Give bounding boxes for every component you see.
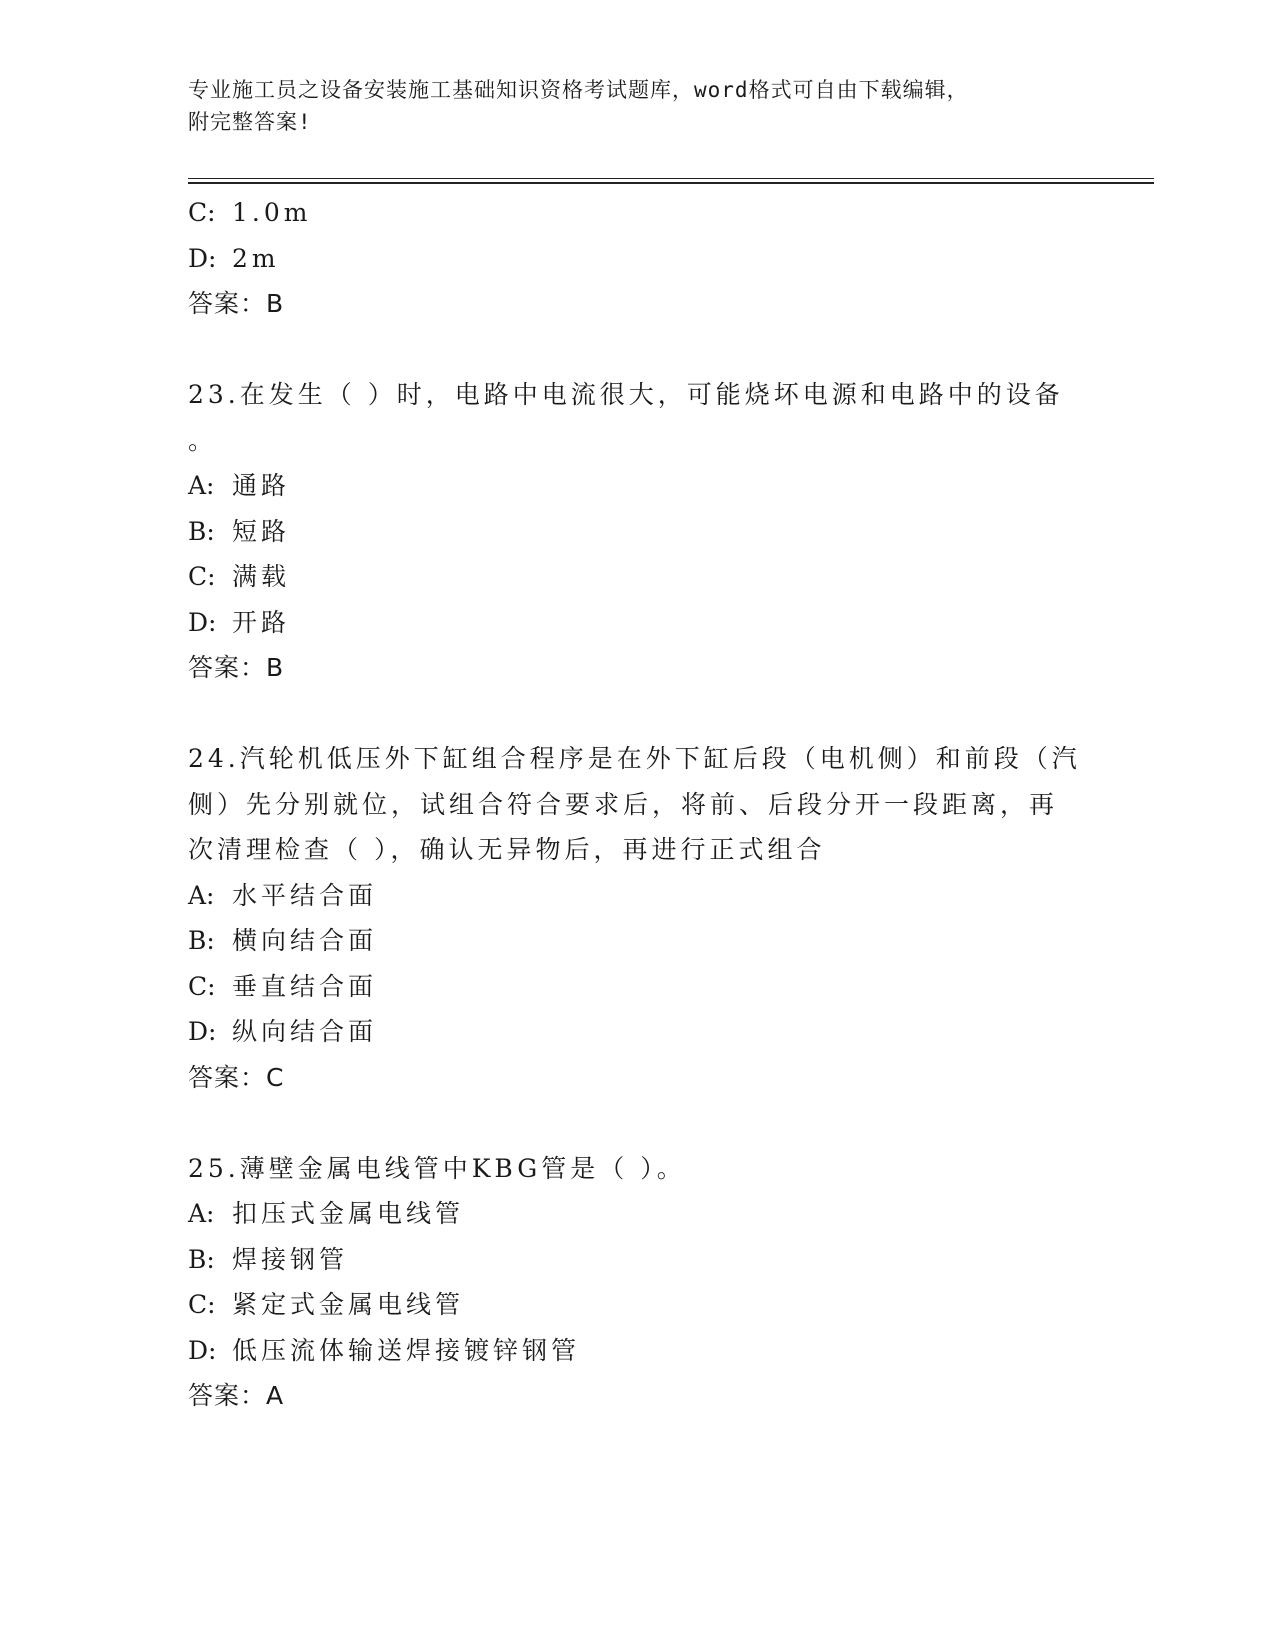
option-b (188, 918, 1088, 964)
answer-22: 答案：B (188, 289, 285, 318)
header-divider-thin (188, 178, 1154, 179)
option-key: D: (188, 243, 217, 273)
option-text: 焊接钢管 (232, 1244, 349, 1274)
option-text: 1.0m (232, 198, 312, 227)
option-c (188, 554, 1088, 600)
page-header (188, 74, 1088, 138)
option-text: 纵向结合面 (232, 1017, 378, 1046)
option-key: C: (188, 971, 216, 1001)
option-key: C: (188, 562, 216, 591)
question-24 (188, 736, 1088, 1100)
question-25 (188, 1146, 1088, 1419)
header-divider-thick (188, 182, 1154, 184)
option-key: D: (188, 1017, 217, 1046)
option-a (188, 463, 1088, 509)
question-text-line: 25.薄壁金属电线管中KBG管是（ ）。 (188, 1153, 686, 1183)
option-a (188, 1191, 1088, 1237)
option-key: A: (188, 1199, 215, 1228)
option-text: 垂直结合面 (232, 971, 378, 1001)
option-text: 水平结合面 (232, 880, 378, 910)
option-d (188, 236, 1088, 282)
option-d (188, 600, 1088, 646)
question-list (188, 190, 1088, 1419)
option-key: C: (188, 198, 216, 227)
option-key: D: (188, 1335, 217, 1365)
question-text-line: 24.汽轮机低压外下缸组合程序是在外下缸后段（电机侧）和前段（汽 (188, 744, 1081, 773)
option-text: 低压流体输送焊接镀锌钢管 (232, 1335, 581, 1365)
option-text: 扣压式金属电线管 (232, 1199, 465, 1228)
option-a (188, 873, 1088, 919)
option-key: B: (188, 926, 215, 955)
question-22 (188, 190, 1088, 327)
answer-23: 答案：B (188, 653, 285, 682)
option-text: 满载 (232, 562, 291, 591)
option-b (188, 1237, 1088, 1283)
option-text: 开路 (232, 607, 291, 637)
question-text-line: 次清理检查（ ），确认无异物后，再进行正式组合 (188, 835, 826, 864)
option-key: C: (188, 1290, 216, 1319)
option-text: 紧定式金属电线管 (232, 1290, 465, 1319)
question-text-line: 。 (188, 425, 218, 455)
answer-25: 答案：A (188, 1381, 285, 1410)
option-b (188, 509, 1088, 555)
option-c (188, 1282, 1088, 1328)
question-23 (188, 372, 1088, 691)
option-key: A: (188, 880, 215, 910)
option-text: 通路 (232, 471, 291, 500)
option-d (188, 1009, 1088, 1055)
option-key: B: (188, 516, 215, 546)
header-line-2: 附完整答案! (188, 110, 312, 134)
answer-24: 答案：C (188, 1062, 285, 1092)
option-key: A: (188, 471, 215, 500)
header-line-1: 专业施工员之设备安装施工基础知识资格考试题库，word格式可自由下载编辑， (188, 78, 969, 102)
option-d (188, 1328, 1088, 1374)
option-c (188, 964, 1088, 1010)
option-text: 横向结合面 (232, 926, 378, 955)
option-c (188, 190, 1088, 236)
option-text: 短路 (232, 516, 291, 546)
option-key: D: (188, 607, 217, 637)
question-text-line: 23.在发生（ ）时，电路中电流很大，可能烧坏电源和电路中的设备 (188, 380, 1064, 409)
option-key: B: (188, 1244, 215, 1274)
option-text: 2m (232, 243, 280, 273)
question-text-line: 侧）先分别就位，试组合符合要求后，将前、后段分开一段距离，再 (188, 789, 1059, 819)
